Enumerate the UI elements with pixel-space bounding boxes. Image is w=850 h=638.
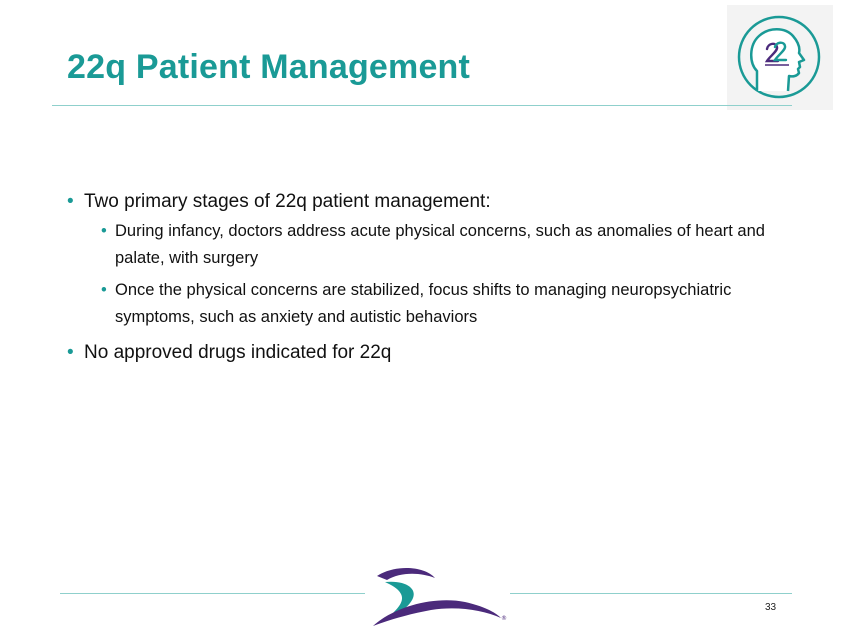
bullet-dot: • bbox=[67, 342, 74, 363]
sub-bullet-item bbox=[101, 218, 807, 272]
bullet-item bbox=[67, 340, 807, 365]
sub-bullet-text: Once the physical concerns are stabilized, focus shifts to managing neuropsychiatric symptoms, such as anxiety and autistic behaviors bbox=[115, 281, 732, 326]
page-number: 33 bbox=[765, 602, 777, 613]
bullet-text: No approved drugs indicated for 22q bbox=[84, 342, 392, 363]
head-with-22q-icon bbox=[727, 5, 833, 110]
bullet-item bbox=[67, 189, 807, 214]
footer-logo bbox=[365, 560, 510, 635]
sub-bullet-text: During infancy, doctors address acute physical concerns, such as anomalies of heart and palate, with surgery bbox=[115, 222, 765, 267]
registered-mark: ® bbox=[501, 615, 507, 622]
slide-body bbox=[67, 189, 807, 365]
head-logo-panel bbox=[727, 5, 833, 110]
bullet-dot: • bbox=[101, 222, 107, 240]
slide-title: 22q Patient Management bbox=[67, 48, 471, 86]
sub-bullet-item bbox=[101, 277, 807, 331]
swoosh-brand-logo bbox=[365, 560, 510, 630]
bullet-text: Two primary stages of 22q patient management: bbox=[84, 191, 491, 212]
bullet-dot: • bbox=[67, 191, 74, 212]
title-divider bbox=[52, 105, 792, 106]
bullet-dot: • bbox=[101, 281, 107, 299]
